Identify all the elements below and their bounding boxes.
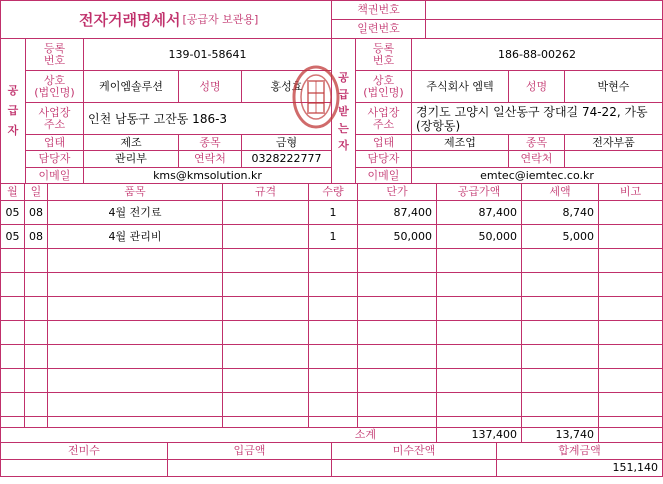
cell-item: [47, 248, 223, 273]
cell-qty: 1: [308, 224, 358, 249]
cell-qty: [308, 272, 358, 297]
cell-unit-price: 87,400: [357, 200, 437, 225]
cell-month: [0, 368, 25, 393]
receiver-ceo: 박현수: [564, 70, 663, 103]
cell-supply-amount: [436, 272, 522, 297]
cell-spec: [222, 344, 309, 369]
cell-qty: [308, 320, 358, 345]
receiver-company-label: 상호 (법인명): [355, 70, 412, 103]
cell-item: [47, 320, 223, 345]
cell-spec: [222, 200, 309, 225]
cell-month: [0, 296, 25, 321]
cell-qty: [308, 344, 358, 369]
receiver-company: 주식회사 엠텍: [411, 70, 509, 103]
receiver-address-label: 사업장 주소: [355, 102, 412, 135]
receiver-business-item-label: 종목: [508, 134, 565, 151]
supplier-contact-label: 연락처: [178, 150, 242, 168]
deposit-value: [167, 459, 332, 477]
cell-qty: [308, 248, 358, 273]
cell-item: [47, 392, 223, 417]
book-no-label: 책권번호: [331, 0, 426, 20]
cell-qty: [308, 368, 358, 393]
cell-day: [24, 272, 48, 297]
previous-unpaid-label: 전미수: [0, 442, 168, 460]
supplier-label-char: 자: [7, 124, 19, 137]
cell-day: [24, 344, 48, 369]
cell-month: 05: [0, 200, 25, 225]
book-no-value: [425, 0, 663, 20]
cell-day: 08: [24, 200, 48, 225]
receiver-label-char: 자: [338, 138, 349, 152]
receiver-reg-no: 186-88-00262: [411, 38, 663, 71]
receiver-business-item: 전자부품: [564, 134, 663, 151]
cell-qty: [308, 392, 358, 417]
cell-day: [24, 296, 48, 321]
cell-spec: [222, 368, 309, 393]
cell-item: 4월 전기료: [47, 200, 223, 225]
supplier-address-label: 사업장 주소: [25, 102, 84, 135]
supplier-section-label: [0, 38, 26, 184]
cell-unit-price: [357, 392, 437, 417]
receiver-contact: [564, 150, 663, 168]
cell-supply-amount: [436, 248, 522, 273]
cell-note: [598, 344, 663, 369]
cell-item: [47, 272, 223, 297]
cell-note: [598, 272, 663, 297]
cell-tax: [521, 320, 599, 345]
cell-spec: [222, 248, 309, 273]
cell-supply-amount: 50,000: [436, 224, 522, 249]
cell-spec: [222, 296, 309, 321]
col-supply-amount-header: 공급가액: [436, 183, 522, 201]
cell-unit-price: [357, 248, 437, 273]
receiver-manager: [411, 150, 509, 168]
cell-tax: [521, 344, 599, 369]
col-spec-header: 규격: [222, 183, 309, 201]
supplier-business-type: 제조: [83, 134, 179, 151]
supplier-ceo: 홍성효: [241, 70, 332, 103]
receiver-label-char: 급: [338, 87, 349, 101]
supplier-ceo-label: 성명: [178, 70, 242, 103]
receiver-label-char: 공: [338, 70, 349, 84]
cell-spec: [222, 272, 309, 297]
cell-month: 05: [0, 224, 25, 249]
receiver-ceo-label: 성명: [508, 70, 565, 103]
cell-tax: [521, 392, 599, 417]
cell-unit-price: [357, 320, 437, 345]
cell-note: [598, 248, 663, 273]
col-qty-header: 수량: [308, 183, 358, 201]
cell-month: [0, 248, 25, 273]
supplier-address: 인천 남동구 고잔동 186-3: [83, 102, 332, 135]
col-note-header: 비고: [598, 183, 663, 201]
cell-supply-amount: [436, 296, 522, 321]
cell-unit-price: 50,000: [357, 224, 437, 249]
cell-tax: [521, 296, 599, 321]
supplier-email: kms@kmsolution.kr: [83, 167, 332, 184]
cell-note: [598, 200, 663, 225]
subtotal-tax: 13,740: [521, 427, 599, 443]
cell-day: [24, 248, 48, 273]
cell-item: 4월 관리비: [47, 224, 223, 249]
cell-note: [598, 368, 663, 393]
supplier-reg-no-label: 등록 번호: [25, 38, 84, 71]
receiver-manager-label: 담당자: [355, 150, 412, 168]
deposit-label: 입금액: [167, 442, 332, 460]
supplier-business-item: 금형: [241, 134, 332, 151]
cell-tax: 8,740: [521, 200, 599, 225]
cell-supply-amount: [436, 368, 522, 393]
supplier-company: 케이엠솔루션: [83, 70, 179, 103]
cell-supply-amount: [436, 392, 522, 417]
cell-unit-price: [357, 272, 437, 297]
receiver-business-type-label: 업태: [355, 134, 412, 151]
title-subtitle: [공급자 보관용]: [182, 12, 259, 26]
cell-tax: 5,000: [521, 224, 599, 249]
receiver-section-label: [331, 38, 356, 184]
cell-supply-amount: [436, 344, 522, 369]
receiver-contact-label: 연락처: [508, 150, 565, 168]
cell-note: [598, 224, 663, 249]
total-value: 151,140: [496, 459, 663, 477]
title-text: 전자거래명세서: [79, 10, 181, 29]
unpaid-balance-value: [331, 459, 497, 477]
col-tax-header: 세액: [521, 183, 599, 201]
cell-month: [0, 320, 25, 345]
cell-unit-price: [357, 368, 437, 393]
unpaid-balance-label: 미수잔액: [331, 442, 497, 460]
receiver-business-type: 제조업: [411, 134, 509, 151]
cell-unit-price: [357, 296, 437, 321]
previous-unpaid-value: [0, 459, 168, 477]
supplier-reg-no: 139-01-58641: [83, 38, 332, 71]
supplier-business-type-label: 업태: [25, 134, 84, 151]
cell-item: [47, 368, 223, 393]
cell-spec: [222, 392, 309, 417]
receiver-reg-no-label: 등록 번호: [355, 38, 412, 71]
subtotal-note: [598, 427, 663, 443]
cell-unit-price: [357, 344, 437, 369]
supplier-contact: 0328222777: [241, 150, 332, 168]
supplier-manager-label: 담당자: [25, 150, 84, 168]
cell-day: 08: [24, 224, 48, 249]
supplier-business-item-label: 종목: [178, 134, 242, 151]
cell-spec: [222, 224, 309, 249]
supplier-company-label: 상호 (법인명): [25, 70, 84, 103]
cell-item: [47, 296, 223, 321]
total-label: 합계금액: [496, 442, 663, 460]
cell-note: [598, 320, 663, 345]
receiver-address: 경기도 고양시 일산동구 장대길 74-22, 가동(장항동): [411, 102, 663, 135]
cell-day: [24, 392, 48, 417]
cell-item: [47, 344, 223, 369]
col-unit-price-header: 단가: [357, 183, 437, 201]
subtotal-supply: 137,400: [436, 427, 522, 443]
cell-spec: [222, 320, 309, 345]
cell-month: [0, 344, 25, 369]
supplier-manager: 관리부: [83, 150, 179, 168]
cell-tax: [521, 248, 599, 273]
col-day-header: 일: [24, 183, 48, 201]
receiver-email: emtec@iemtec.co.kr: [411, 167, 663, 184]
cell-note: [598, 392, 663, 417]
cell-day: [24, 368, 48, 393]
document-title: [0, 0, 332, 39]
cell-day: [24, 320, 48, 345]
cell-month: [0, 392, 25, 417]
receiver-email-label: 이메일: [355, 167, 412, 184]
cell-qty: 1: [308, 200, 358, 225]
cell-tax: [521, 272, 599, 297]
col-month-header: 월: [0, 183, 25, 201]
receiver-label-char: 받: [338, 104, 349, 118]
col-item-header: 품목: [47, 183, 223, 201]
cell-note: [598, 296, 663, 321]
cell-supply-amount: [436, 320, 522, 345]
supplier-email-label: 이메일: [25, 167, 84, 184]
serial-no-label: 일련번호: [331, 19, 426, 39]
cell-month: [0, 272, 25, 297]
subtotal-label: 소계: [0, 427, 437, 443]
receiver-label-char: 는: [338, 121, 349, 135]
cell-tax: [521, 368, 599, 393]
serial-no-value: [425, 19, 663, 39]
cell-qty: [308, 296, 358, 321]
cell-supply-amount: 87,400: [436, 200, 522, 225]
supplier-label-char: 급: [7, 104, 19, 117]
supplier-label-char: 공: [7, 84, 19, 97]
